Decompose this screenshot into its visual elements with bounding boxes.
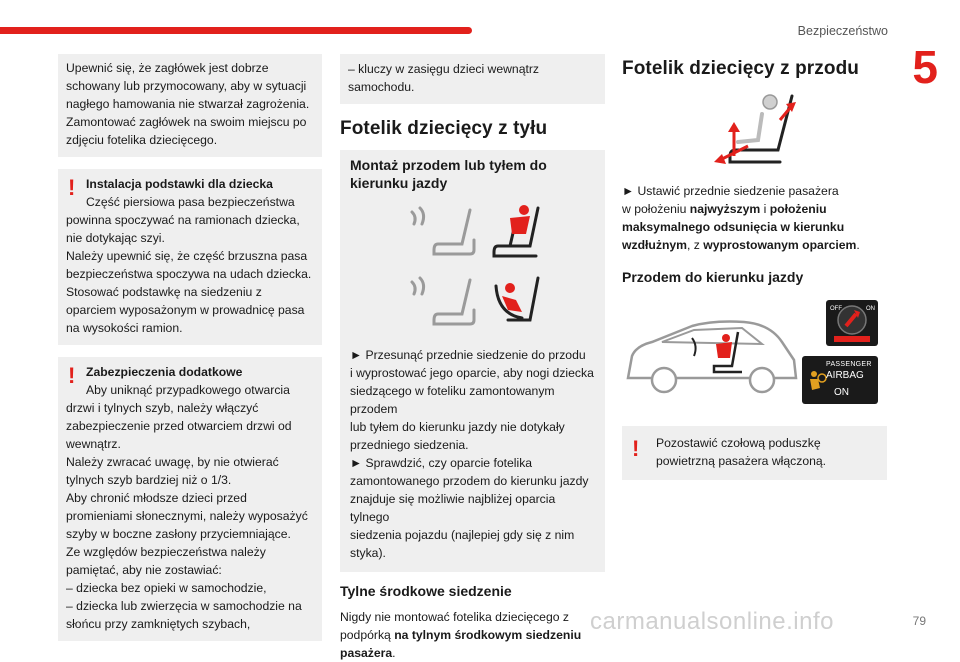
warning-line: Część piersiowa pasa bezpieczeństwa	[86, 195, 295, 209]
front-instruction-line: ► Ustawić przednie siedzenie pasażera	[622, 184, 839, 198]
heading-rear-seat: Fotelik dziecięcy z tyłu	[340, 118, 548, 139]
column-1	[58, 54, 322, 651]
continuation-box	[340, 54, 605, 104]
intro-line: Upewnić się, że zagłówek jest dobrze	[66, 61, 269, 75]
header-accent-bar	[0, 27, 472, 34]
intro-line: Zamontować zagłówek na swoim miejscu po	[66, 115, 307, 129]
heading-front-seat: Fotelik dziecięcy z przodu	[622, 58, 859, 79]
instruction-line: przedniego siedzenia.	[350, 438, 469, 452]
subheading-middle-seat: Tylne środkowe siedzenie	[340, 583, 512, 599]
instruction-line: siedzenia pojazdu (najlepiej gdy się z nim styka).	[350, 528, 575, 560]
front-instruction-line: maksymalnego odsunięcia w kierunku	[622, 220, 845, 234]
warning-line: słońcu przy zamkniętych szybach,	[66, 617, 251, 631]
warning-line: Aby chronić młodsze dzieci przed	[66, 491, 247, 505]
instruction-line: ► Sprawdzić, czy oparcie fotelika	[350, 456, 533, 470]
instruction-line: i wyprostować jego oparcie, aby nogi dziecka	[350, 366, 594, 380]
page-number: 79	[912, 614, 926, 628]
warning-line: Ze względów bezpieczeństwa należy	[66, 545, 266, 559]
warning-line: pamiętać, aby nie zostawiać:	[66, 563, 222, 577]
column-3	[622, 54, 887, 490]
instruction-line: ► Przesunąć przednie siedzenie do przodu	[350, 348, 586, 362]
watermark: carmanualsonline.info	[590, 608, 834, 635]
warning-line: Aby uniknąć przypadkowego otwarcia	[86, 383, 290, 397]
warning-box-booster	[58, 169, 322, 345]
warning-line: szyby w boczne zasłony przyciemniające.	[66, 527, 291, 541]
airbag-figure	[622, 300, 887, 410]
intro-box	[58, 54, 322, 157]
warning-box-safety	[58, 357, 322, 641]
switch-off-label: OFF	[830, 306, 842, 312]
warning-line: Stosować podstawkę na siedzeniu z	[66, 285, 262, 299]
warning-line: – dziecka bez opieki w samochodzie,	[66, 581, 267, 595]
airbag-key-switch-icon	[826, 300, 878, 346]
warning-line: Należy zwracać uwagę, by nie otwierać	[66, 455, 279, 469]
warning-line: Należy upewnić się, że część brzuszna pasa	[66, 249, 308, 263]
warning-box-airbag	[622, 426, 887, 480]
warning-line: Pozostawić czołową poduszkę	[656, 436, 821, 450]
warning-line: – dziecka lub zwierzęcia w samochodzie na	[66, 599, 302, 613]
warning-icon: !	[632, 436, 640, 461]
airbag-person-icon	[806, 370, 826, 392]
instruction-line: zamontowanego przodem do kierunku jazdy	[350, 474, 589, 488]
warning-line: wewnątrz.	[66, 437, 121, 451]
car-side-illustration	[622, 316, 802, 406]
warning-title: Zabezpieczenia dodatkowe	[86, 365, 243, 379]
switch-on-label: ON	[866, 306, 875, 312]
section-title: Bezpieczeństwo	[797, 24, 888, 38]
chapter-number: 5	[912, 41, 938, 93]
forward-facing-seat-illustration	[398, 200, 548, 262]
warning-line: bezpieczeństwa spoczywa na udach dziecka.	[66, 267, 312, 281]
cont-line: samochodu.	[348, 80, 415, 94]
warning-icon: !	[68, 363, 76, 388]
warning-line: powinna spoczywać na ramionach dziecka,	[66, 213, 300, 227]
warning-line: nie dotykając szyi.	[66, 231, 165, 245]
middle-seat-line: pasażera.	[340, 646, 396, 660]
subheading-forward-facing: Przodem do kierunku jazdy	[622, 269, 804, 285]
airbag-label-passenger: PASSENGER	[826, 361, 872, 368]
passenger-airbag-indicator	[802, 356, 878, 404]
warning-icon: !	[68, 175, 76, 200]
intro-line: zdjęciu fotelika dziecięcego.	[66, 133, 218, 147]
warning-line: oparciem wyposażonym w prowadnicę pasa	[66, 303, 305, 317]
front-instruction-line: w położeniu najwyższym i położeniu	[622, 202, 827, 216]
airbag-label-airbag: AIRBAG	[826, 370, 864, 381]
intro-line: schowany lub przymocowany, aby w sytuacji	[66, 79, 307, 93]
warning-line: powietrzną pasażera włączoną.	[656, 454, 827, 468]
rear-facing-seat-illustration	[398, 270, 548, 332]
instruction-line: znajduje się możliwie najbliżej oparcia tylnego	[350, 492, 556, 524]
instruction-line: lub tyłem do kierunku jazdy nie dotykały	[350, 420, 565, 434]
airbag-label-on: ON	[834, 387, 849, 398]
warning-line: na wysokości ramion.	[66, 321, 183, 335]
subheading-mounting: Montaż przodem lub tyłem do kierunku jazdy	[350, 157, 547, 191]
front-instruction-line: wzdłużnym, z wyprostowanym oparciem.	[622, 238, 860, 252]
column-2	[340, 54, 605, 662]
rear-mounting-box	[340, 150, 605, 572]
cont-line: – kluczy w zasięgu dzieci wewnątrz	[348, 62, 540, 76]
front-seat-adjust-illustration	[700, 90, 810, 172]
warning-line: drzwi i tylnych szyb, należy włączyć	[66, 401, 259, 415]
middle-seat-line: Nigdy nie montować fotelika dziecięcego z	[340, 610, 569, 624]
warning-line: tylnych szyb bardziej niż o 1/3.	[66, 473, 232, 487]
intro-line: nagłego hamowania nie stwarzał zagrożenia.	[66, 97, 310, 111]
instruction-line: siedzącego w foteliku zamontowanym przodem	[350, 384, 555, 416]
warning-line: zabezpieczenie przed otwarciem drzwi od	[66, 419, 292, 433]
warning-title: Instalacja podstawki dla dziecka	[86, 177, 273, 191]
middle-seat-line: podpórką na tylnym środkowym siedzeniu	[340, 628, 582, 642]
warning-line: promieniami słonecznymi, należy wyposażyć	[66, 509, 308, 523]
